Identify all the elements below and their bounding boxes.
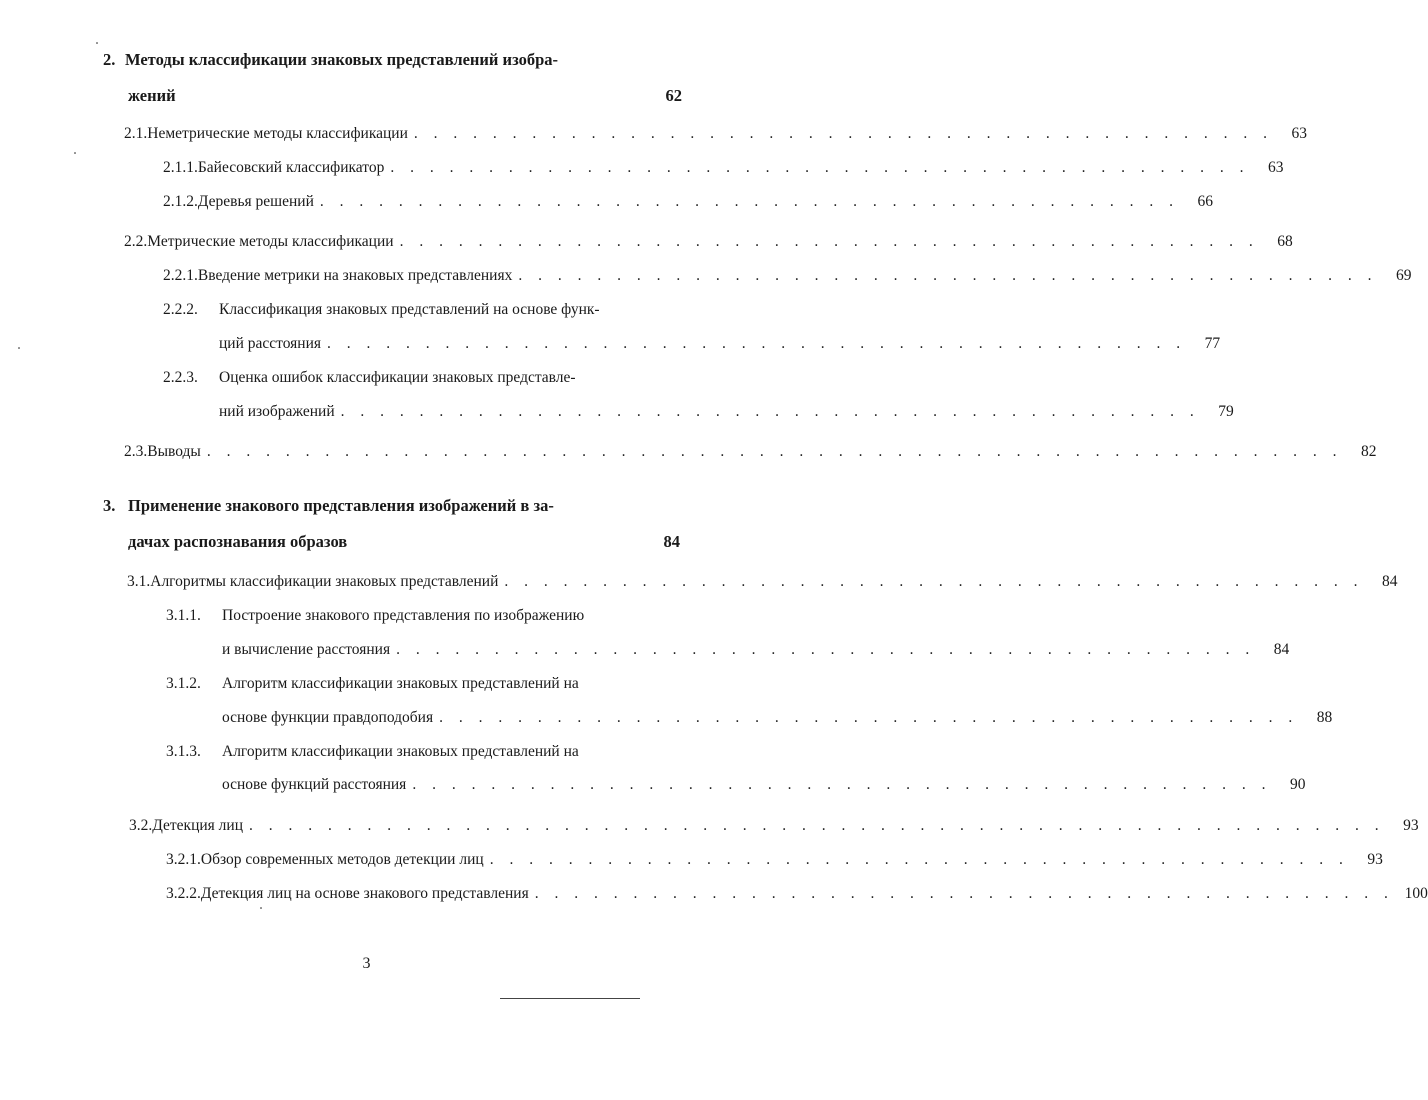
toc-entry-continuation — [222, 708, 1333, 728]
chapter-heading-continuation — [128, 532, 680, 552]
chapter-title: Методы классификации знаковых представлений изобра- — [125, 50, 559, 69]
page-reference: 63 — [1291, 125, 1307, 142]
section-number: 2.2.1. — [163, 267, 198, 284]
section-number: 2.1. — [124, 125, 148, 142]
dot-leader: . . . . . . . . . . . . . . . . . . . . . . . . . . . . . . . . . . . . . . . . . . . . — [518, 267, 1378, 284]
dot-leader: . . . . . . . . . . . . . . . . . . . . . . . . . . . . . . . . . . . . . . . . . . . . . . . . . . . . . . . . . . — [206, 443, 1343, 460]
toc-entry — [163, 300, 680, 320]
section-number: 2.2. — [124, 233, 148, 250]
chapter-number: 2. — [103, 50, 116, 69]
section-title: Введение метрики на знаковых представлениях — [197, 267, 513, 284]
section-number: 3.1.2. — [166, 675, 201, 692]
dot-leader: . . . . . . . . . . . . . . . . . . . . . . . . . . . . . . . . . . . . . . . . . . . . — [412, 776, 1272, 793]
toc-entry — [163, 192, 1213, 212]
toc-entry-continuation — [219, 402, 1234, 422]
section-title: ний изображений — [219, 403, 335, 420]
page-reference: 93 — [1367, 851, 1383, 868]
toc-entry — [163, 158, 1284, 178]
section-title: Выводы — [147, 443, 201, 460]
section-title: Алгоритм классификации знаковых представлений на — [222, 743, 579, 760]
toc-entry — [124, 124, 1307, 144]
section-title: Оценка ошибок классификации знаковых представле- — [219, 369, 576, 386]
chapter-heading-continuation — [128, 86, 682, 106]
dot-leader: . . . . . . . . . . . . . . . . . . . . . . . . . . . . . . . . . . . . . . . . . . . . . . . . . . . . . . . . . . — [249, 817, 1385, 834]
chapter-heading — [103, 496, 683, 516]
section-number: 3.1.3. — [166, 743, 201, 760]
section-title: Классификация знаковых представлений на основе функ- — [219, 301, 600, 318]
page-reference: 69 — [1395, 267, 1412, 284]
dot-leader: . . . . . . . . . . . . . . . . . . . . . . . . . . . . . . . . . . . . . . . . . . . . — [489, 851, 1349, 868]
dot-leader: . . . . . . . . . . . . . . . . . . . . . . . . . . . . . . . . . . . . . . . . . . . . — [534, 885, 1394, 902]
section-number: 3.2. — [129, 817, 153, 834]
section-title: Детекция лиц на основе знакового представления — [200, 885, 529, 902]
page-reference: 88 — [1316, 709, 1333, 726]
toc-entry — [166, 674, 680, 694]
dot-leader: . . . . . . . . . . . . . . . . . . . . . . . . . . . . . . . . . . . . . . . . . . . . — [504, 573, 1364, 590]
page-reference: 90 — [1289, 776, 1306, 793]
toc-entry — [127, 572, 1398, 592]
page-number: 3 — [362, 955, 371, 972]
page-reference: 79 — [1218, 403, 1234, 420]
toc-entry — [163, 368, 680, 388]
page-reference: 77 — [1204, 335, 1221, 352]
scan-speck — [18, 347, 20, 349]
section-number: 3.1. — [127, 573, 151, 590]
page-reference: 84 — [1382, 573, 1398, 590]
dot-leader: . . . . . . . . . . . . . . . . . . . . . . . . . . . . . . . . . . . . . . . . . . . . — [340, 403, 1200, 420]
toc-entry-continuation — [222, 640, 1290, 660]
section-number: 2.2.2. — [163, 301, 198, 318]
section-title: Алгоритмы классификации знаковых представлений — [150, 573, 499, 590]
section-title: Построение знакового представления по изображению — [222, 607, 585, 624]
page-reference: 68 — [1277, 233, 1293, 250]
section-title: Метрические методы классификации — [147, 233, 394, 250]
page-reference: 62 — [665, 86, 682, 105]
toc-entry — [166, 850, 1383, 870]
chapter-title: дачах распознавания образов — [128, 532, 348, 551]
section-number: 2.1.2. — [163, 193, 198, 210]
section-title: ций расстояния — [219, 335, 322, 352]
dot-leader: . . . . . . . . . . . . . . . . . . . . . . . . . . . . . . . . . . . . . . . . . . . . — [396, 641, 1256, 658]
toc-entry — [166, 606, 680, 626]
section-title: Алгоритм классификации знаковых представлений на — [222, 675, 579, 692]
page-reference: 100 — [1404, 885, 1428, 902]
section-title: и вычисление расстояния — [222, 641, 391, 658]
scan-speck — [260, 907, 262, 909]
toc-entry — [163, 266, 1412, 286]
section-title: Детекция лиц — [152, 817, 243, 834]
dot-leader: . . . . . . . . . . . . . . . . . . . . . . . . . . . . . . . . . . . . . . . . . . . . — [399, 233, 1259, 250]
section-number: 3.2.2. — [166, 885, 201, 902]
page-reference: 82 — [1360, 443, 1377, 460]
chapter-title: жений — [128, 86, 176, 105]
toc-entry — [124, 232, 1293, 252]
scan-speck — [74, 152, 76, 154]
chapter-heading — [103, 50, 683, 70]
section-title: Обзор современных методов детекции лиц — [200, 851, 484, 868]
toc-entry — [129, 816, 1419, 836]
chapter-title: Применение знакового представления изображений в за- — [128, 496, 554, 515]
section-number: 2.3. — [124, 443, 148, 460]
section-number: 3.2.1. — [166, 851, 201, 868]
section-title: Деревья решений — [197, 193, 314, 210]
page-reference: 84 — [1273, 641, 1290, 658]
dot-leader: . . . . . . . . . . . . . . . . . . . . . . . . . . . . . . . . . . . . . . . . . . . . — [327, 335, 1187, 352]
section-number: 2.1.1. — [163, 159, 198, 176]
toc-entry — [166, 742, 680, 762]
section-title: основе функций расстояния — [222, 776, 407, 793]
section-title: Байесовский классификатор — [197, 159, 385, 176]
section-title: основе функции правдоподобия — [222, 709, 434, 726]
dot-leader: . . . . . . . . . . . . . . . . . . . . . . . . . . . . . . . . . . . . . . . . . . . . — [390, 159, 1250, 176]
dot-leader: . . . . . . . . . . . . . . . . . . . . . . . . . . . . . . . . . . . . . . . . . . . . — [413, 125, 1273, 142]
section-number: 3.1.1. — [166, 607, 201, 624]
horizontal-rule — [500, 998, 640, 999]
scan-speck — [96, 42, 98, 44]
toc-entry — [124, 442, 1377, 462]
dot-leader: . . . . . . . . . . . . . . . . . . . . . . . . . . . . . . . . . . . . . . . . . . . . — [439, 709, 1299, 726]
toc-entry-continuation — [222, 775, 1306, 795]
page-reference: 66 — [1197, 193, 1213, 210]
section-number: 2.2.3. — [163, 369, 198, 386]
toc-entry-continuation — [219, 334, 1221, 354]
page-reference: 63 — [1267, 159, 1284, 176]
page-reference: 84 — [663, 532, 680, 551]
toc-entry — [166, 884, 1428, 904]
section-title: Неметрические методы классификации — [147, 125, 408, 142]
page-reference: 93 — [1403, 817, 1419, 834]
chapter-number: 3. — [103, 496, 116, 515]
dot-leader: . . . . . . . . . . . . . . . . . . . . . . . . . . . . . . . . . . . . . . . . . . . . — [319, 193, 1179, 210]
